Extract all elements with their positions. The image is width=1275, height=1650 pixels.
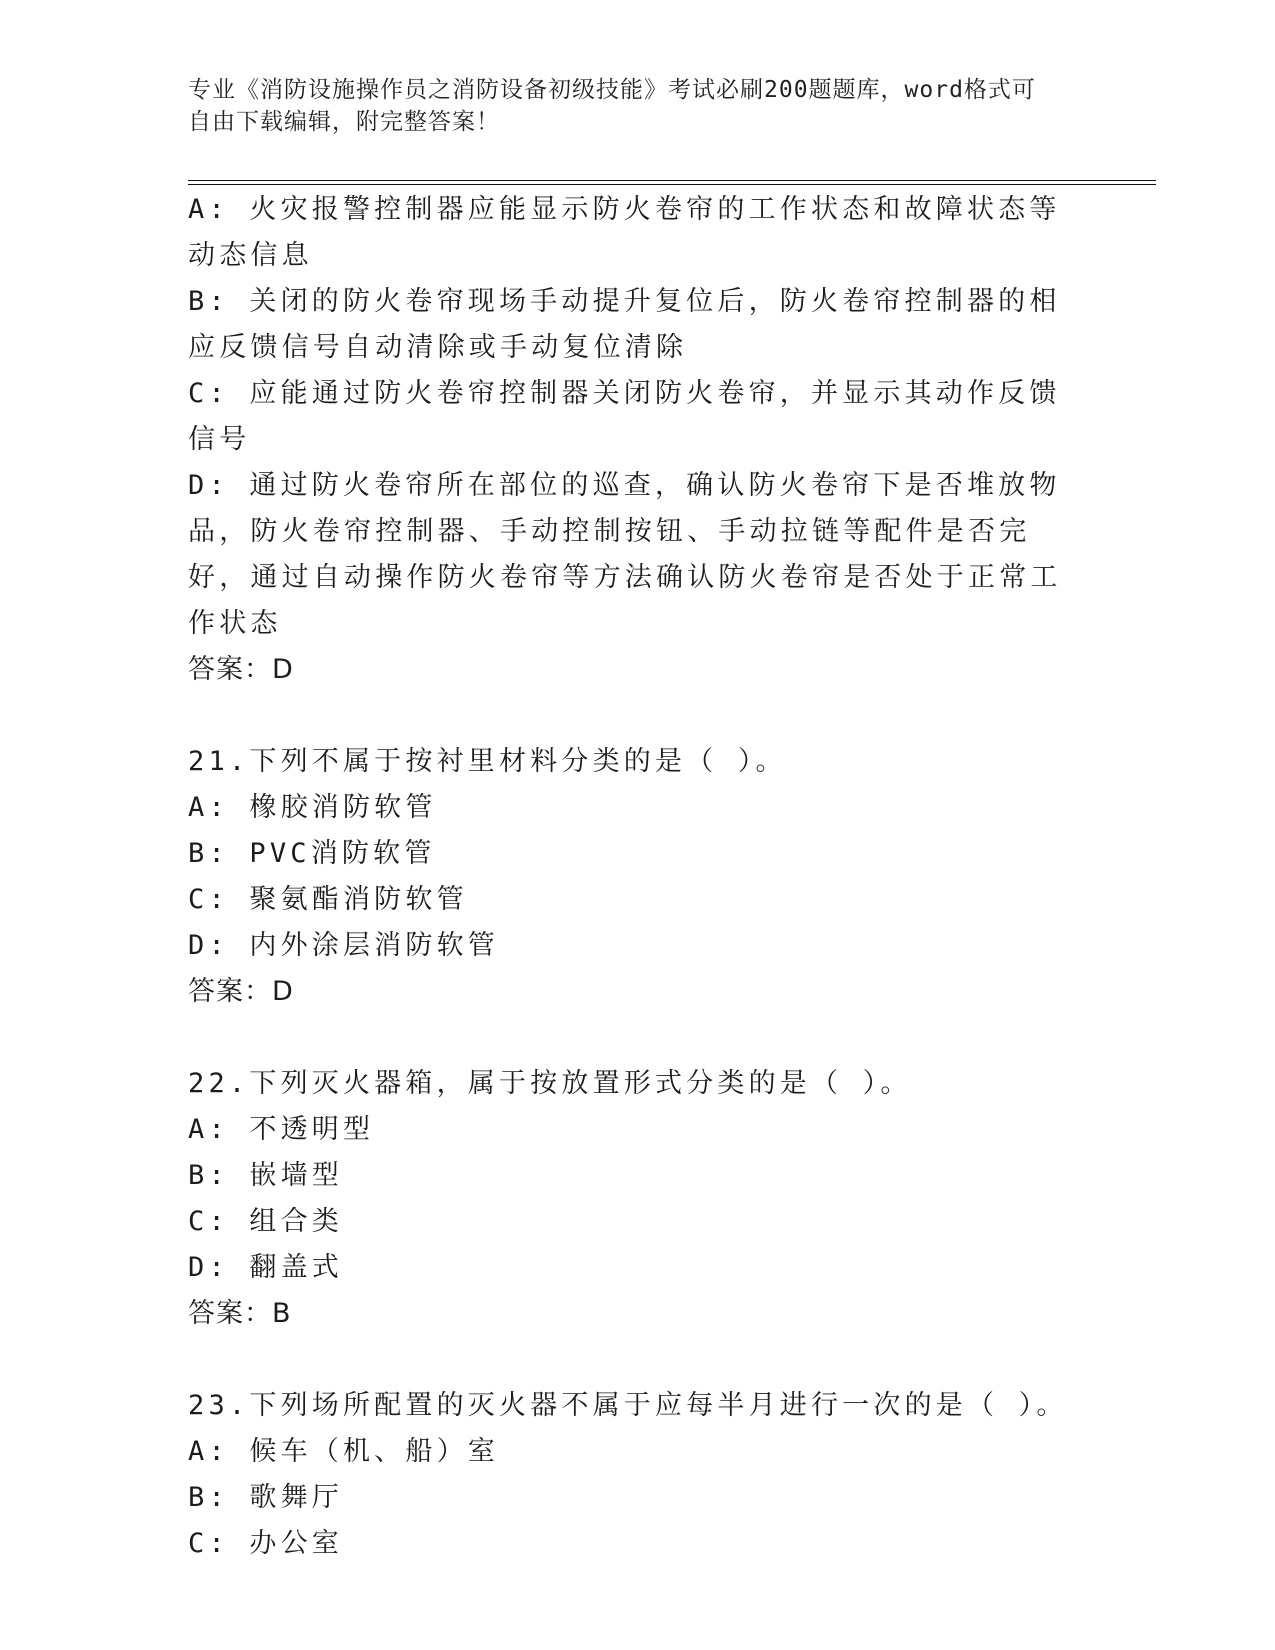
spacer — [188, 1337, 1088, 1383]
spacer — [188, 693, 1088, 739]
option-a: A: 候车（机、船）室 — [188, 1436, 499, 1467]
option-d: D: 翻盖式 — [188, 1252, 343, 1283]
option-d: D: 通过防火卷帘所在部位的巡查，确认防火卷帘下是否堆放物品，防火卷帘控制器、手动控制按钮、手动拉链等配件是否完好，通过自动操作防火卷帘等方法确认防火卷帘是否处于正常工作状态 — [188, 470, 1062, 639]
header-line-1: 专业《消防设施操作员之消防设备初级技能》考试必刷200题题库，word格式可 — [188, 77, 1036, 103]
question-text: 23.下列场所配置的灭火器不属于应每半月进行一次的是（ ）。 — [188, 1390, 1068, 1421]
spacer — [188, 1015, 1088, 1061]
question-block-22 — [188, 1061, 1088, 1337]
option-c: C: 办公室 — [188, 1528, 343, 1559]
question-block-21 — [188, 739, 1088, 1015]
option-a: A: 橡胶消防软管 — [188, 792, 437, 823]
answer-line: 答案：D — [188, 654, 294, 685]
question-block-23 — [188, 1383, 1088, 1567]
option-c: C: 应能通过防火卷帘控制器关闭防火卷帘，并显示其动作反馈信号 — [188, 378, 1061, 455]
option-c: C: 聚氨酯消防软管 — [188, 884, 468, 915]
header-rule-top — [188, 180, 1156, 181]
answer-line: 答案：B — [188, 1298, 292, 1329]
option-b: B: 歌舞厅 — [188, 1482, 343, 1513]
document-header — [188, 74, 1088, 138]
question-text: 21.下列不属于按衬里材料分类的是（ ）。 — [188, 746, 787, 777]
option-c: C: 组合类 — [188, 1206, 343, 1237]
question-list — [188, 187, 1088, 1567]
option-b: B: PVC消防软管 — [188, 838, 436, 869]
option-b: B: 关闭的防火卷帘现场手动提升复位后，防火卷帘控制器的相应反馈信号自动清除或手动复位清除 — [188, 286, 1061, 363]
answer-line: 答案：D — [188, 976, 294, 1007]
question-block-20 — [188, 187, 1088, 693]
option-b: B: 嵌墙型 — [188, 1160, 343, 1191]
header-line-2: 自由下载编辑，附完整答案！ — [188, 109, 500, 135]
header-rule-bottom — [188, 184, 1156, 185]
question-text: 22.下列灭火器箱，属于按放置形式分类的是（ ）。 — [188, 1068, 912, 1099]
option-a: A: 火灾报警控制器应能显示防火卷帘的工作状态和故障状态等动态信息 — [188, 194, 1061, 271]
option-a: A: 不透明型 — [188, 1114, 375, 1145]
option-d: D: 内外涂层消防软管 — [188, 930, 499, 961]
